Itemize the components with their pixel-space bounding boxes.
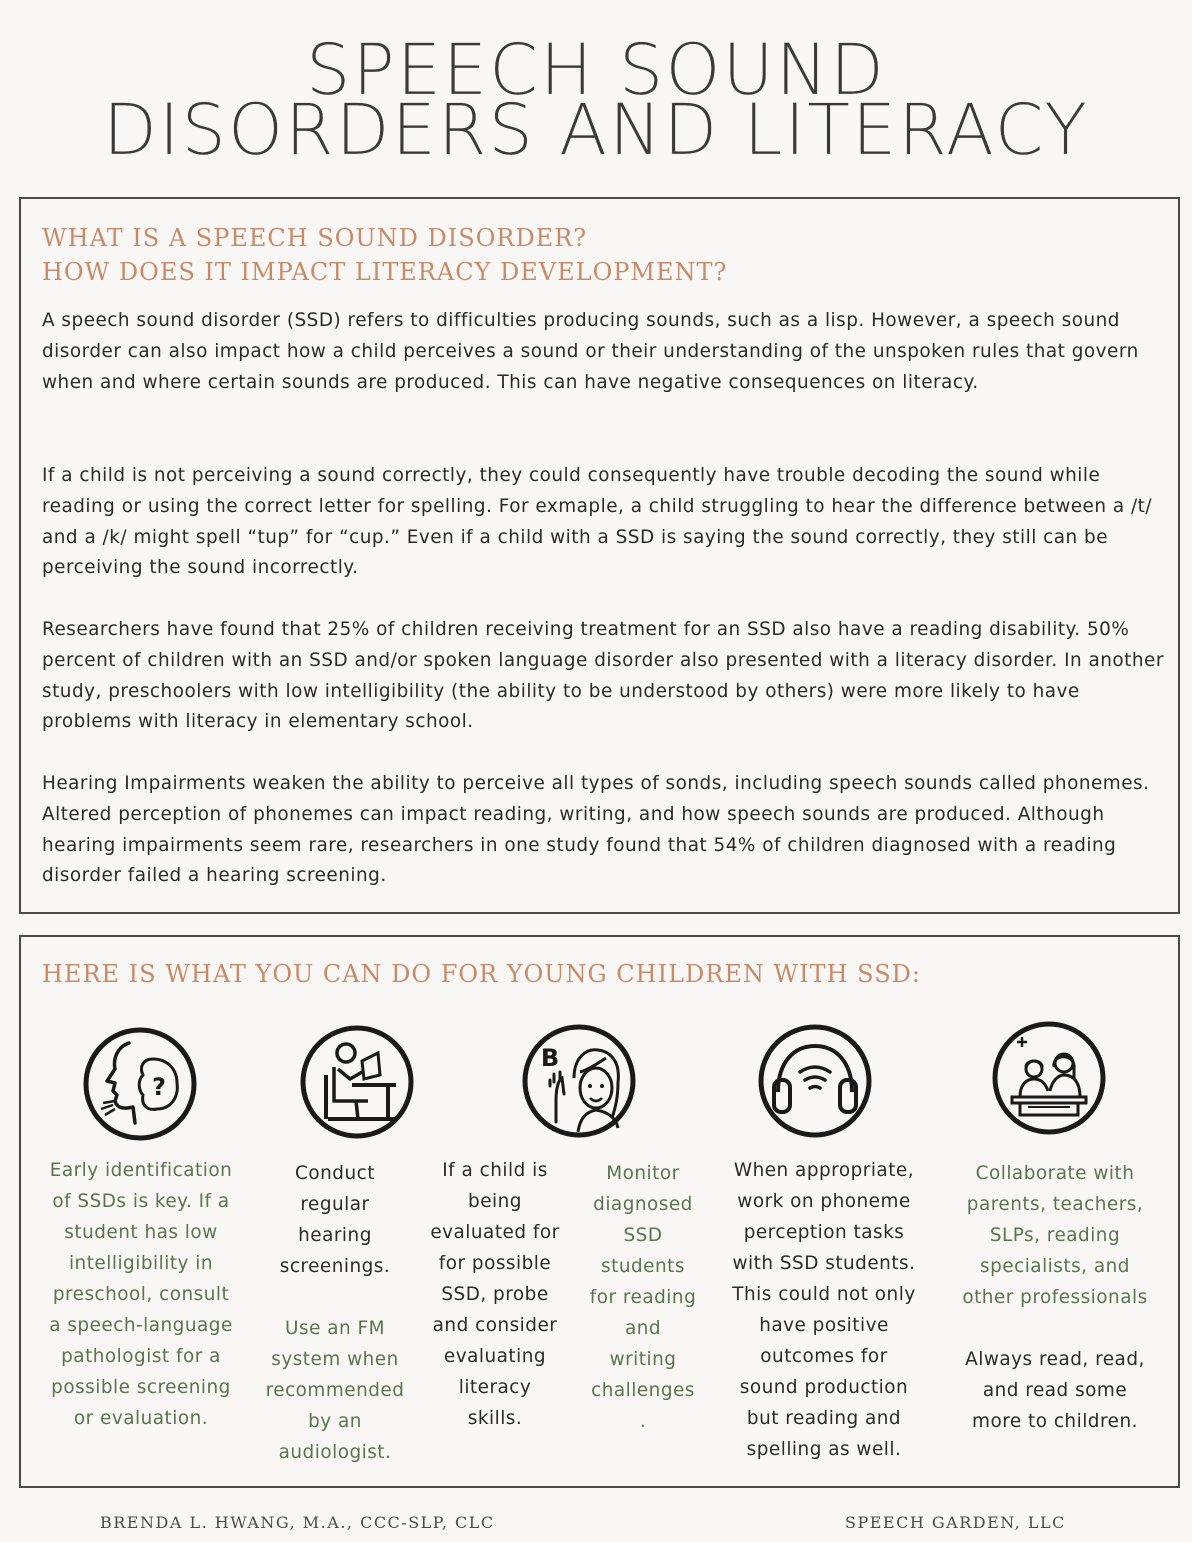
tip-line: system when xyxy=(271,1349,399,1370)
footer-author: BRENDA L. HWANG, M.A., CCC-SLP, CLC xyxy=(100,1513,495,1532)
tip-line: . xyxy=(639,1411,647,1432)
tip-line: other professionals xyxy=(962,1287,1148,1308)
tip-line: and xyxy=(624,1318,662,1339)
svg-text:?: ? xyxy=(152,1073,166,1101)
spacer xyxy=(252,1282,418,1313)
tip-line: spelling as well. xyxy=(746,1439,902,1460)
tip-line: Always read, read, xyxy=(965,1349,1145,1370)
tip-line: audiologist. xyxy=(278,1442,392,1463)
student-at-desk-icon xyxy=(298,1023,416,1141)
paragraph-perception: If a child is not perceiving a sound correctly, they could consequently have trouble decoding the sound while reading or using the correct letter for spelling. For exmaple, a child struggling to hear the difference between a /t/ and a /k/ might spell “tup” for “cup.” Even if a child with a SSD is saying the sound correctly, they still can be perceiving the sound incorrectly. xyxy=(42,465,1153,579)
tip-line: This could not only xyxy=(732,1284,916,1305)
heading-line-2: HOW DOES IT IMPACT LITERACY DEVELOPMENT? xyxy=(42,258,728,286)
tip-line: work on phoneme xyxy=(737,1191,911,1212)
tip-line: for reading xyxy=(589,1287,697,1308)
tip-monitor-students xyxy=(572,1158,714,1437)
tip-line: Collaborate with xyxy=(975,1163,1135,1184)
tip-line: student has low xyxy=(64,1222,218,1243)
tip-line: recommended xyxy=(265,1380,405,1401)
paragraph-ssd-definition: A speech sound disorder (SSD) refers to difficulties producing sounds, such as a lisp. However, a speech sound disorder can also impact how a child perceives a sound or their understanding of the unspoken rules that govern when and where certain sounds are produced. This can have negative consequences on literacy. xyxy=(42,310,1139,393)
tip-line: more to children. xyxy=(972,1411,1138,1432)
paragraph-hearing: Hearing Impairments weaken the ability to perceive all types of sonds, including speech sounds called phonemes. Altered perception of phonemes can impact reading, writing, and how speech sounds are produced. Although hearing impairments seem rare, researchers in one study found that 54% of children diagnosed with a reading disorder failed a hearing screening. xyxy=(42,773,1150,887)
tip-line: SLPs, reading xyxy=(989,1225,1121,1246)
paragraph-research: Researchers have found that 25% of children receiving treatment for an SSD also have a reading disability. 50% percent of children with an SSD and/or spoken language disorder also presented with a literacy disorder. In another study, preschoolers with low intelligibility (the ability to be understood by others) were more likely to have problems with literacy in elementary school. xyxy=(42,619,1164,733)
tip-phoneme-perception xyxy=(714,1155,934,1465)
tip-line: parents, teachers, xyxy=(966,1194,1144,1215)
tip-always-read xyxy=(940,1344,1170,1437)
tip-line: possible screening xyxy=(51,1377,231,1398)
tip-line: and read some xyxy=(982,1380,1128,1401)
heading-line-1: WHAT IS A SPEECH SOUND DISORDER? xyxy=(42,224,588,252)
tip-line: specialists, and xyxy=(980,1256,1130,1277)
speech-question-icon xyxy=(81,1025,199,1143)
tip-line: Use an FM xyxy=(285,1318,385,1339)
title-line-1: SPEECH SOUND xyxy=(306,29,886,111)
tip-line: with SSD students. xyxy=(732,1253,916,1274)
tip-line: skills. xyxy=(467,1408,523,1429)
tip-line: of SSDs is key. If a xyxy=(52,1191,230,1212)
tip-line: for possible xyxy=(438,1253,552,1274)
tip-probe-literacy xyxy=(418,1155,572,1434)
tip-line: challenges xyxy=(591,1380,695,1401)
title-line-2: DISORDERS AND LITERACY xyxy=(102,89,1090,171)
tip-line: When appropriate, xyxy=(733,1160,915,1181)
tip-line: pathologist for a xyxy=(61,1346,221,1367)
tip-line: and consider xyxy=(432,1315,558,1336)
tip-collaborate xyxy=(940,1158,1170,1437)
tip-line: regular xyxy=(300,1194,370,1215)
tip-line: a speech-language xyxy=(49,1315,233,1336)
tip-line: perception tasks xyxy=(743,1222,905,1243)
tip-fm-system xyxy=(252,1313,418,1468)
tip-line: SSD xyxy=(623,1225,663,1246)
tip-line: being xyxy=(468,1191,522,1212)
tip-line: but reading and xyxy=(746,1408,902,1429)
headphones-icon xyxy=(756,1022,874,1140)
tip-line: Conduct xyxy=(295,1163,375,1184)
tip-line: by an xyxy=(308,1411,362,1432)
tip-line: If a child is xyxy=(442,1160,548,1181)
tip-line: intelligibility in xyxy=(68,1253,214,1274)
tip-line: SSD, probe xyxy=(441,1284,549,1305)
footer-company: SPEECH GARDEN, LLC xyxy=(845,1513,1066,1532)
tip-line: Monitor xyxy=(606,1163,680,1184)
tip-line: writing xyxy=(609,1349,677,1370)
tip-hearing-screenings xyxy=(252,1158,418,1468)
tip-collaborate-a xyxy=(940,1158,1170,1313)
tip-line: evaluated for xyxy=(430,1222,560,1243)
tip-line: diagnosed xyxy=(593,1194,693,1215)
tip-line: evaluating xyxy=(443,1346,547,1367)
svg-text:B: B xyxy=(540,1044,560,1072)
tip-early-identification xyxy=(30,1155,252,1434)
tips-heading: HERE IS WHAT YOU CAN DO FOR YOUNG CHILDREN WITH SSD: xyxy=(42,960,921,988)
tip-line: literacy xyxy=(458,1377,532,1398)
section-heading xyxy=(42,221,727,289)
page-title xyxy=(0,29,1192,171)
tip-line: or evaluation. xyxy=(73,1408,209,1429)
tip-line: preschool, consult xyxy=(52,1284,230,1305)
info-section xyxy=(19,197,1180,914)
tip-line: have positive xyxy=(759,1315,889,1336)
tip-line: Early identification xyxy=(49,1160,233,1181)
tip-hearing-a xyxy=(252,1158,418,1282)
tip-line: students xyxy=(601,1256,685,1277)
child-letter-b-icon xyxy=(520,1022,638,1140)
spacer xyxy=(940,1313,1170,1344)
tip-line: outcomes for xyxy=(760,1346,888,1367)
collaboration-icon xyxy=(990,1019,1108,1137)
tip-line: hearing xyxy=(298,1225,372,1246)
tip-line: sound production xyxy=(739,1377,909,1398)
tip-line: screenings. xyxy=(279,1256,391,1277)
